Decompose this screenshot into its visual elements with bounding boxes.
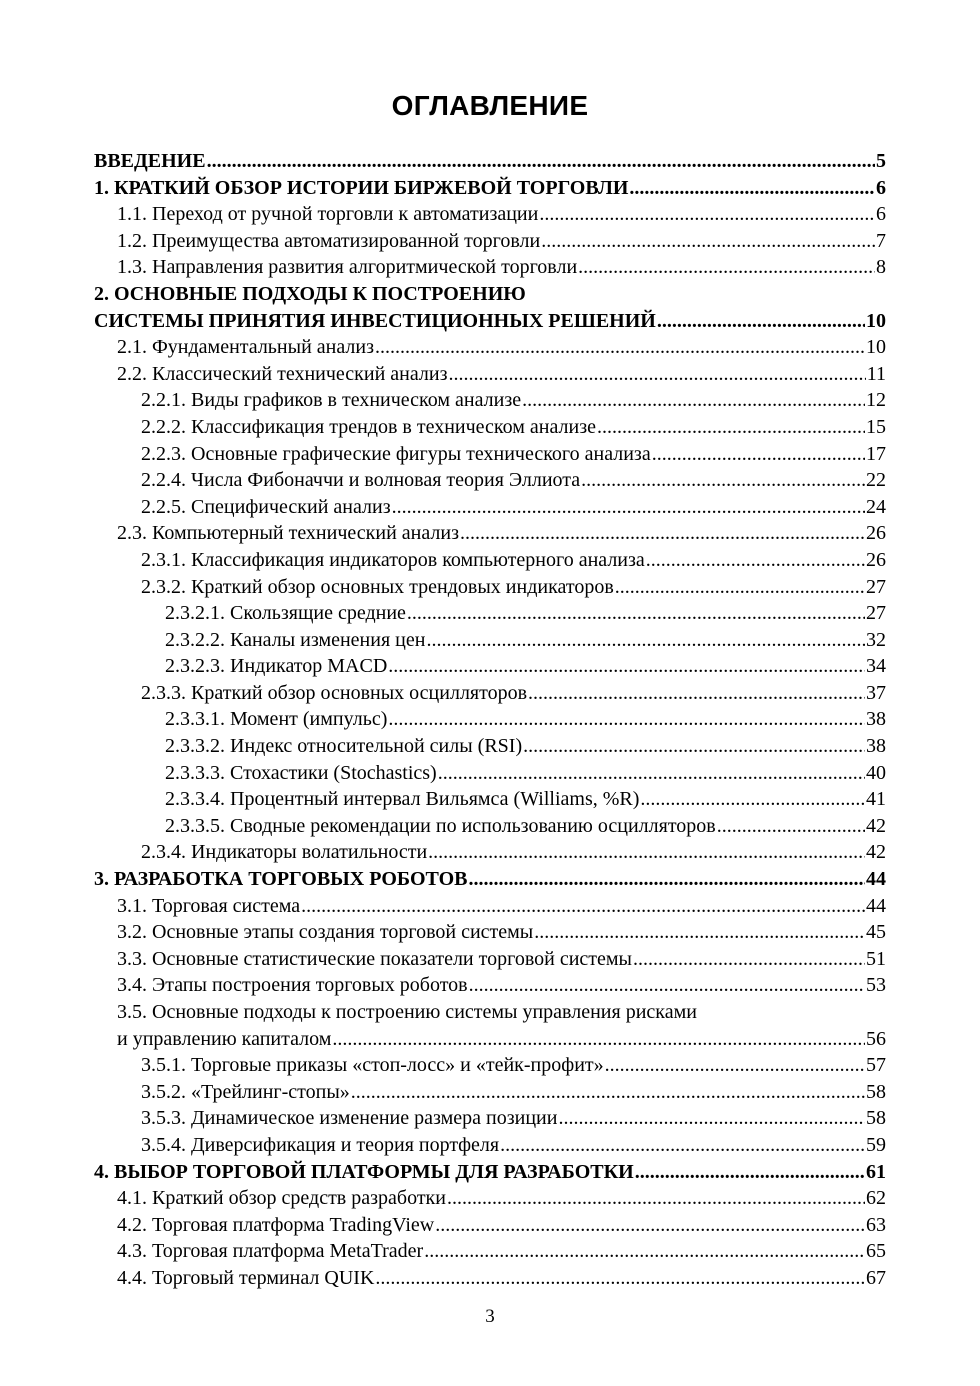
toc-entry-label: и управлению капиталом: [117, 1027, 332, 1050]
dot-leader: [646, 547, 865, 574]
toc-entry-1-3[interactable]: [94, 254, 886, 281]
toc-entry-page: 53: [866, 974, 886, 997]
toc-entry-chapter-4[interactable]: [94, 1159, 886, 1186]
table-of-contents: [94, 148, 886, 1292]
dot-leader: [652, 441, 865, 468]
toc-entry-label: 1.3. Направления развития алгоритмической торговли: [117, 256, 578, 279]
toc-entry-1-1[interactable]: [94, 201, 886, 228]
toc-entry-page: 24: [866, 495, 886, 518]
toc-entry-label: 4.3. Торговая платформа MetaTrader: [117, 1240, 424, 1263]
toc-entry-page: 61: [866, 1160, 886, 1183]
dot-leader: [469, 866, 865, 893]
toc-entry-label: 3.5.4. Диверсификация и теория портфеля: [141, 1133, 500, 1156]
toc-entry-4-3[interactable]: [94, 1238, 886, 1265]
toc-entry-page: 44: [866, 894, 886, 917]
toc-entry-introduction[interactable]: [94, 148, 886, 175]
toc-entry-label: 2.3.2. Краткий обзор основных трендовых индикаторов: [141, 575, 614, 598]
dot-leader: [615, 574, 865, 601]
toc-entry-2-3-3-5[interactable]: [94, 813, 886, 840]
toc-entry-3-5-line-2[interactable]: [94, 1026, 886, 1053]
toc-entry-label: 1. КРАТКИЙ ОБЗОР ИСТОРИИ БИРЖЕВОЙ ТОРГОВЛИ: [94, 176, 629, 199]
toc-entry-2-1[interactable]: [94, 334, 886, 361]
toc-entry-page: 37: [866, 681, 886, 704]
toc-entry-label: 4.2. Торговая платформа TradingView: [117, 1213, 435, 1236]
dot-leader: [558, 1105, 865, 1132]
toc-entry-page: 44: [866, 868, 886, 891]
toc-entry-page: 5: [876, 150, 886, 172]
dot-leader: [541, 228, 875, 255]
dot-leader: [657, 308, 865, 335]
toc-entry-label: 2.3.3.1. Момент (импульс): [165, 708, 388, 731]
toc-entry-page: 10: [866, 336, 886, 359]
toc-entry-page: 7: [876, 229, 886, 252]
toc-entry-chapter-2-line-1[interactable]: [94, 281, 886, 308]
dot-leader: [523, 733, 865, 760]
toc-entry-page: 10: [866, 309, 886, 332]
dot-leader: [597, 414, 865, 441]
toc-entry-2-2-3[interactable]: [94, 441, 886, 468]
toc-entry-label: СИСТЕМЫ ПРИНЯТИЯ ИНВЕСТИЦИОННЫХ РЕШЕНИЙ: [94, 309, 656, 332]
toc-entry-page: 38: [866, 735, 886, 758]
dot-leader: [392, 494, 865, 521]
toc-entry-3-5-1[interactable]: [94, 1052, 886, 1079]
toc-entry-label: ВВЕДЕНИЕ: [94, 150, 206, 172]
page-title: ОГЛАВЛЕНИЕ: [391, 90, 589, 121]
toc-entry-4-4[interactable]: [94, 1265, 886, 1292]
toc-entry-page: 26: [866, 548, 886, 571]
toc-entry-2-3-3-1[interactable]: [94, 706, 886, 733]
dot-leader: [581, 467, 865, 494]
toc-entry-label: 3.4. Этапы построения торговых роботов: [117, 974, 468, 997]
toc-entry-label: 2. ОСНОВНЫЕ ПОДХОДЫ К ПОСТРОЕНИЮ: [94, 282, 526, 305]
toc-entry-2-3-1[interactable]: [94, 547, 886, 574]
toc-entry-label: 2.2. Классический технический анализ: [117, 362, 448, 385]
toc-entry-page: 40: [866, 761, 886, 784]
toc-entry-label: 2.2.2. Классификация трендов в техническом анализе: [141, 415, 596, 438]
toc-entry-page: 59: [866, 1133, 886, 1156]
toc-entry-label: 3.5.2. «Трейлинг-стопы»: [141, 1080, 350, 1103]
dot-leader: [534, 919, 865, 946]
toc-entry-chapter-3[interactable]: [94, 866, 886, 893]
dot-leader: [539, 201, 875, 228]
dot-leader: [332, 1026, 865, 1053]
toc-entry-2-2-5[interactable]: [94, 494, 886, 521]
toc-entry-2-3-3[interactable]: [94, 680, 886, 707]
dot-leader: [435, 1212, 865, 1239]
toc-entry-page: 56: [866, 1027, 886, 1050]
toc-entry-page: 22: [866, 469, 886, 492]
toc-entry-label: 4.4. Торговый терминал QUIK: [117, 1266, 375, 1289]
dot-leader: [635, 1159, 865, 1186]
toc-entry-2-3-2-1[interactable]: [94, 600, 886, 627]
dot-leader: [469, 972, 865, 999]
toc-entry-label: 3.5.3. Динамическое изменение размера позиции: [141, 1107, 558, 1130]
dot-leader: [633, 946, 865, 973]
toc-entry-3-1[interactable]: [94, 893, 886, 920]
toc-entry-label: 3.3. Основные статистические показатели торговой системы: [117, 947, 632, 970]
toc-entry-page: 34: [866, 655, 886, 678]
dot-leader: [460, 520, 865, 547]
dot-leader: [428, 839, 865, 866]
dot-leader: [426, 627, 865, 654]
dot-leader: [407, 600, 865, 627]
toc-entry-page: 6: [876, 176, 886, 199]
toc-entry-page: 41: [866, 788, 886, 811]
toc-entry-4-1[interactable]: [94, 1185, 886, 1212]
toc-entry-page: 62: [866, 1187, 886, 1210]
toc-entry-label: 1.2. Преимущества автоматизированной торговли: [117, 229, 541, 252]
toc-entry-label: 4. ВЫБОР ТОРГОВОЙ ПЛАТФОРМЫ ДЛЯ РАЗРАБОТКИ: [94, 1160, 634, 1183]
dot-leader: [447, 1185, 865, 1212]
toc-entry-1-2[interactable]: [94, 228, 886, 255]
toc-entry-label: 2.3.2.1. Скользящие средние: [165, 602, 406, 625]
toc-entry-label: 2.2.1. Виды графиков в техническом анализе: [141, 389, 522, 412]
toc-entry-label: 2.3.2.2. Каналы изменения цен: [165, 628, 426, 651]
toc-entry-page: 45: [866, 921, 886, 944]
dot-leader: [522, 387, 865, 414]
toc-entry-2-3-2-3[interactable]: [94, 653, 886, 680]
dot-leader: [388, 653, 865, 680]
toc-entry-label: 3. РАЗРАБОТКА ТОРГОВЫХ РОБОТОВ: [94, 868, 468, 891]
dot-leader: [629, 175, 875, 202]
toc-entry-label: 2.3.3.3. Стохастики (Stochastics): [165, 761, 437, 784]
dot-leader: [207, 148, 875, 175]
toc-entry-3-5-3[interactable]: [94, 1105, 886, 1132]
toc-entry-chapter-2-line-2[interactable]: [94, 308, 886, 335]
toc-entry-label: 3.2. Основные этапы создания торговой системы: [117, 921, 534, 944]
toc-entry-page: 27: [866, 575, 886, 598]
toc-entry-label: 2.3.2.3. Индикатор MACD: [165, 655, 388, 678]
toc-entry-page: 51: [866, 947, 886, 970]
toc-entry-label: 2.3.4. Индикаторы волатильности: [141, 841, 428, 864]
toc-entry-3-4[interactable]: [94, 972, 886, 999]
toc-entry-2-2-1[interactable]: [94, 387, 886, 414]
toc-entry-page: 65: [866, 1240, 886, 1263]
toc-entry-page: 11: [866, 362, 886, 385]
toc-entry-page: 42: [866, 814, 886, 837]
toc-entry-2-3-3-4[interactable]: [94, 786, 886, 813]
dot-leader: [717, 813, 865, 840]
toc-entry-label: 1.1. Переход от ручной торговли к автоматизации: [117, 203, 539, 226]
toc-entry-page: 17: [866, 442, 886, 465]
toc-entry-3-5-2[interactable]: [94, 1079, 886, 1106]
toc-entry-label: 2.3.3. Краткий обзор основных осцилляторов: [141, 681, 528, 704]
toc-entry-label: 4.1. Краткий обзор средств разработки: [117, 1187, 446, 1210]
toc-entry-label: 3.5.1. Торговые приказы «стоп-лосс» и «тейк-профит»: [141, 1054, 604, 1077]
toc-entry-2-2-2[interactable]: [94, 414, 886, 441]
toc-entry-chapter-1[interactable]: [94, 175, 886, 202]
dot-leader: [351, 1079, 865, 1106]
dot-leader: [500, 1132, 865, 1159]
dot-leader: [388, 706, 865, 733]
toc-entry-label: 2.2.5. Специфический анализ: [141, 495, 391, 518]
toc-entry-page: 38: [866, 708, 886, 731]
toc-entry-page: 6: [876, 203, 886, 226]
toc-entry-label: 3.5. Основные подходы к построению системы управления рисками: [117, 1001, 697, 1023]
toc-entry-3-2[interactable]: [94, 919, 886, 946]
toc-entry-3-5-4[interactable]: [94, 1132, 886, 1159]
toc-entry-2-3-2[interactable]: [94, 574, 886, 601]
toc-entry-page: 15: [866, 415, 886, 438]
toc-entry-label: 2.3. Компьютерный технический анализ: [117, 522, 459, 545]
toc-entry-page: 58: [866, 1107, 886, 1130]
dot-leader: [578, 254, 875, 281]
toc-entry-page: 27: [866, 602, 886, 625]
toc-entry-2-3-2-2[interactable]: [94, 627, 886, 654]
toc-entry-label: 2.2.4. Числа Фибоначчи и волновая теория Эллиота: [141, 469, 581, 492]
dot-leader: [438, 760, 865, 787]
toc-entry-page: 42: [866, 841, 886, 864]
dot-leader: [528, 680, 865, 707]
toc-entry-label: 2.3.3.2. Индекс относительной силы (RSI): [165, 735, 523, 758]
toc-entry-page: 32: [866, 628, 886, 651]
toc-entry-label: 2.3.1. Классификация индикаторов компьютерного анализа: [141, 548, 645, 571]
toc-entry-2-3-3-2[interactable]: [94, 733, 886, 760]
dot-leader: [605, 1052, 865, 1079]
dot-leader: [424, 1238, 865, 1265]
toc-entry-page: 12: [866, 389, 886, 412]
toc-entry-page: 63: [866, 1213, 886, 1236]
toc-entry-3-3[interactable]: [94, 946, 886, 973]
toc-entry-page: 58: [866, 1080, 886, 1103]
toc-entry-label: 2.3.3.4. Процентный интервал Вильямса (Williams, %R): [165, 788, 640, 811]
dot-leader: [375, 334, 865, 361]
page-number: 3: [485, 1306, 495, 1327]
toc-entry-2-2-4[interactable]: [94, 467, 886, 494]
toc-entry-label: 2.2.3. Основные графические фигуры технического анализа: [141, 442, 651, 465]
toc-entry-2-3-3-3[interactable]: [94, 760, 886, 787]
toc-entry-4-2[interactable]: [94, 1212, 886, 1239]
dot-leader: [375, 1265, 865, 1292]
toc-entry-2-2[interactable]: [94, 361, 886, 388]
toc-entry-label: 2.3.3.5. Сводные рекомендации по использованию осцилляторов: [165, 814, 716, 837]
toc-entry-label: 2.1. Фундаментальный анализ: [117, 336, 374, 359]
dot-leader: [301, 893, 865, 920]
toc-entry-page: 57: [866, 1054, 886, 1077]
toc-entry-2-3-4[interactable]: [94, 839, 886, 866]
toc-entry-label: 3.1. Торговая система: [117, 894, 301, 917]
toc-entry-page: 8: [876, 256, 886, 279]
toc-entry-page: 67: [866, 1266, 886, 1289]
toc-entry-2-3[interactable]: [94, 520, 886, 547]
dot-leader: [640, 786, 865, 813]
dot-leader: [449, 361, 866, 388]
toc-entry-3-5-line-1[interactable]: [94, 999, 886, 1026]
toc-entry-page: 26: [866, 522, 886, 545]
